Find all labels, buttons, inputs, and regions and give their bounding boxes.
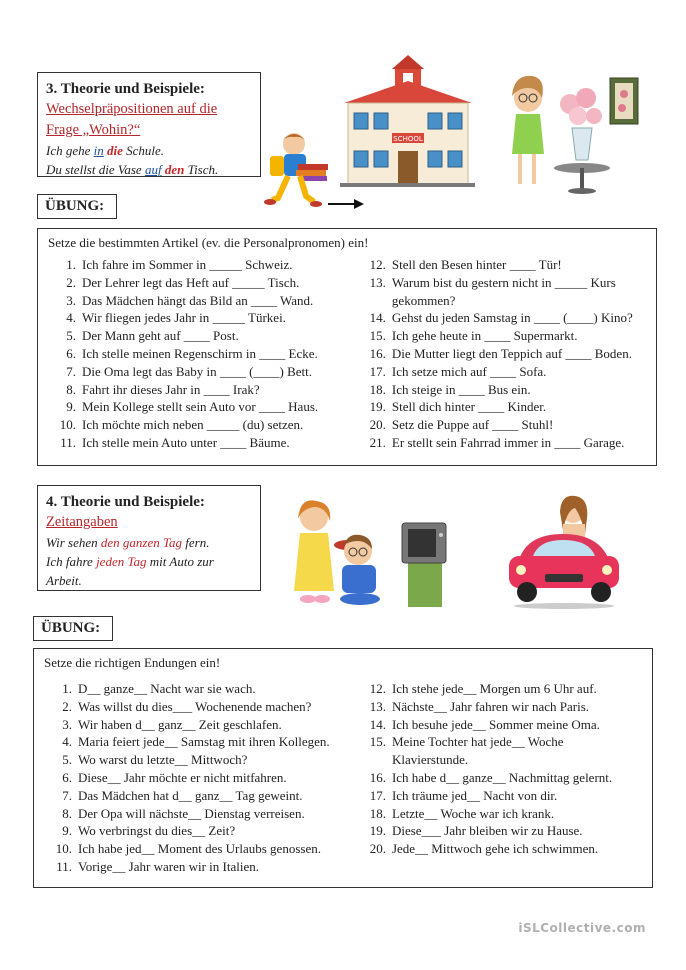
boy-shirt — [342, 565, 376, 593]
school-door — [398, 151, 418, 185]
item-text: Wir haben d__ ganz__ Zeit geschlafen. — [78, 716, 282, 732]
theory-box-4 — [37, 485, 261, 591]
exercise-item — [48, 416, 358, 434]
exercise-item — [358, 327, 646, 345]
item-text: Der Mann geht auf ____ Post. — [82, 328, 239, 344]
girl-dress — [294, 533, 334, 591]
tv-stand — [408, 563, 442, 607]
theory-4-example-2: Ich fahre jeden Tag mit Auto zur Arbeit. — [46, 554, 214, 588]
exercise-item — [358, 769, 642, 787]
item-number: 1. — [62, 681, 72, 696]
item-text: Meine Tochter hat jede__ Woche Klavierstunde. — [391, 734, 564, 768]
item-number: 20. — [369, 417, 386, 433]
item-number: 8. — [66, 381, 76, 397]
item-text: Wo verbringst du dies__ Zeit? — [78, 823, 236, 839]
item-text: Ich steige in ____ Bus ein. — [391, 381, 531, 397]
exercise-item — [358, 716, 642, 734]
item-number: 12. — [369, 257, 386, 272]
item-number: 8. — [62, 805, 72, 821]
exercise-item — [44, 680, 358, 698]
exercise-item — [358, 805, 642, 823]
item-number: 18. — [369, 381, 386, 397]
car-wheel — [517, 582, 537, 602]
exercise-item — [48, 398, 358, 416]
exercise-item — [44, 805, 358, 823]
item-number: 21. — [369, 434, 386, 450]
exercise-item — [358, 309, 646, 327]
exercise-item — [358, 680, 642, 698]
item-number: 15. — [369, 734, 386, 750]
item-text: D__ ganze__ Nacht war sie wach. — [78, 681, 256, 696]
item-text: Setz die Puppe auf ____ Stuhl! — [391, 417, 554, 433]
exercise-item — [44, 787, 358, 805]
item-text: Ich habe d__ ganze__ Nachmittag gelernt. — [391, 769, 613, 785]
theory-box-3 — [37, 72, 261, 177]
exercise-item — [358, 787, 642, 805]
item-text: Ich gehe heute in ____ Supermarkt. — [391, 328, 578, 344]
item-number: 3. — [62, 716, 72, 732]
item-number: 6. — [66, 345, 76, 361]
exercise-1-left-column — [48, 256, 358, 452]
theory-3-example-2: Du stellst die Vase auf den Tisch. — [46, 162, 219, 177]
books — [298, 164, 328, 170]
exercise-item — [358, 256, 646, 274]
theory-4-subtitle: Zeitangaben — [46, 514, 118, 530]
vase — [572, 128, 592, 160]
item-text: Der Opa will nächste__ Dienstag verreisen. — [78, 805, 305, 821]
exercise-item — [358, 698, 642, 716]
item-text: Die Oma legt das Baby in ____ (____) Bett. — [82, 363, 312, 379]
item-number: 6. — [62, 769, 72, 785]
school-illustration — [340, 55, 475, 190]
exercise-1-instruction: Setze die bestimmten Artikel (ev. die Personalpronomen) ein! — [48, 235, 369, 250]
exercise-item — [358, 822, 642, 840]
theory-3-example-1: Ich gehe in die Schule. — [46, 143, 165, 158]
item-text: Ich stelle meinen Regenschirm in ____ Ecke. — [82, 345, 318, 361]
item-text: Ich setze mich auf ____ Sofa. — [391, 363, 547, 379]
item-number: 15. — [369, 328, 386, 344]
item-number: 7. — [66, 363, 76, 379]
item-number: 12. — [369, 681, 386, 696]
exercise-box-2 — [33, 648, 653, 888]
item-number: 2. — [62, 698, 72, 714]
item-text: Vorige__ Jahr waren wir in Italien. — [78, 858, 259, 874]
exercise-2-left-column — [44, 680, 358, 876]
item-number: 1. — [66, 257, 76, 272]
item-number: 9. — [62, 823, 72, 839]
school-sign: SCHOOL — [393, 135, 423, 143]
exercise-item — [44, 858, 358, 876]
item-text: Ich möchte mich neben _____ (du) setzen. — [82, 417, 304, 433]
backpack — [270, 156, 284, 176]
item-number: 10. — [59, 417, 76, 433]
item-text: Gehst du jeden Samstag in ____ (____) Kino? — [391, 310, 633, 326]
item-text: Jede__ Mittwoch gehe ich schwimmen. — [391, 841, 599, 857]
item-text: Ich habe jed__ Moment des Urlaubs genossen. — [78, 841, 321, 857]
item-text: Nächste__ Jahr fahren wir nach Paris. — [391, 698, 590, 714]
item-number: 3. — [66, 292, 76, 308]
exercise-item — [358, 398, 646, 416]
item-text: Mein Kollege stellt sein Auto vor ____ Haus. — [82, 399, 319, 415]
item-text: Letzte__ Woche war ich krank. — [391, 805, 555, 821]
school-tower-roof — [392, 55, 424, 69]
item-number: 4. — [62, 734, 72, 750]
exercise-item — [358, 345, 646, 363]
boy-with-books-illustration — [262, 128, 332, 213]
item-text: Er stellt sein Fahrrad immer in ____ Garage. — [391, 434, 625, 450]
item-text: Wo warst du letzte__ Mittwoch? — [78, 752, 248, 768]
item-text: Diese___ Jahr bleiben wir zu Hause. — [391, 823, 583, 839]
theory-4-heading: 4. Theorie und Beispiele: — [46, 494, 205, 510]
item-number: 19. — [369, 399, 386, 415]
item-number: 14. — [369, 310, 386, 326]
item-text: Stell dich hinter ____ Kinder. — [391, 399, 547, 415]
exercise-item — [48, 434, 358, 452]
exercise-1-right-column — [358, 256, 646, 452]
item-text: Das Mädchen hat d__ ganz__ Tag geweint. — [78, 787, 303, 803]
watermark: iSLCollective.com — [518, 921, 646, 935]
exercise-2-instruction: Setze die richtigen Endungen ein! — [44, 655, 221, 670]
item-text: Der Lehrer legt das Heft auf _____ Tisch. — [82, 274, 300, 290]
item-number: 7. — [62, 787, 72, 803]
exercise-item — [44, 822, 358, 840]
item-text: Das Mädchen hängt das Bild an ____ Wand. — [82, 292, 314, 308]
exercise-item — [48, 345, 358, 363]
item-number: 5. — [62, 752, 72, 768]
item-number: 20. — [369, 841, 386, 857]
exercise-item — [358, 274, 646, 310]
exercise-item — [358, 434, 646, 452]
exercise-item — [48, 327, 358, 345]
item-text: Diese__ Jahr möchte er nicht mitfahren. — [78, 769, 287, 785]
exercise-item — [358, 416, 646, 434]
exercise-item — [44, 733, 358, 751]
item-number: 11. — [56, 858, 72, 874]
school-roof — [344, 81, 472, 103]
item-text: Fahrt ihr dieses Jahr in ____ Irak? — [82, 381, 260, 397]
exercise-item — [48, 309, 358, 327]
item-number: 2. — [66, 274, 76, 290]
item-number: 11. — [60, 434, 76, 450]
exercise-item — [48, 274, 358, 292]
item-number: 5. — [66, 328, 76, 344]
item-text: Ich besuhe jede__ Sommer meine Oma. — [391, 716, 600, 732]
item-number: 16. — [369, 345, 386, 361]
uebung-2-label: ÜBUNG: — [33, 616, 113, 641]
exercise-item — [358, 733, 642, 769]
item-text: Was willst du dies___ Wochenende machen? — [78, 698, 312, 714]
uebung-1-label: ÜBUNG: — [37, 194, 117, 219]
item-number: 13. — [369, 698, 386, 714]
exercise-item — [48, 292, 358, 310]
exercise-item — [358, 840, 642, 858]
item-number: 18. — [369, 805, 386, 821]
item-text: Wir fliegen jedes Jahr in _____ Türkei. — [82, 310, 286, 326]
woman-with-vase-illustration — [502, 68, 642, 196]
theory-4-example-1: Wir sehen den ganzen Tag fern. — [46, 535, 210, 550]
exercise-2-right-column — [358, 680, 642, 876]
exercise-item — [44, 769, 358, 787]
arrow-icon — [328, 197, 364, 211]
item-text: Ich träume jed__ Nacht von dir. — [391, 787, 558, 803]
item-number: 19. — [369, 823, 386, 839]
item-number: 9. — [66, 399, 76, 415]
item-number: 16. — [369, 769, 386, 785]
item-number: 13. — [369, 274, 386, 290]
item-number: 4. — [66, 310, 76, 326]
woman-driving-car-illustration — [505, 490, 623, 612]
exercise-item — [48, 363, 358, 381]
item-number: 17. — [369, 787, 386, 803]
exercise-item — [358, 381, 646, 399]
item-number: 17. — [369, 363, 386, 379]
exercise-item — [44, 716, 358, 734]
item-number: 14. — [369, 716, 386, 732]
exercise-item — [44, 751, 358, 769]
item-text: Maria feiert jede__ Samstag mit ihren Kollegen. — [78, 734, 330, 750]
item-text: Warum bist du gestern nicht in _____ Kurs gekommen? — [391, 274, 616, 308]
item-number: 10. — [55, 841, 72, 857]
item-text: Ich stehe jede__ Morgen um 6 Uhr auf. — [391, 681, 597, 696]
item-text: Ich stelle mein Auto unter ____ Bäume. — [82, 434, 290, 450]
exercise-item — [358, 363, 646, 381]
item-text: Die Mutter liegt den Teppich auf ____ Boden. — [391, 345, 632, 361]
exercise-item — [44, 698, 358, 716]
exercise-item — [48, 381, 358, 399]
kids-watching-tv-illustration — [290, 495, 455, 610]
theory-3-heading: 3. Theorie und Beispiele: — [46, 81, 205, 97]
exercise-item — [48, 256, 358, 274]
woman-dress — [512, 114, 544, 154]
item-text: Ich fahre im Sommer in _____ Schweiz. — [82, 257, 293, 272]
exercise-box-1 — [37, 228, 657, 466]
item-text: Stell den Besen hinter ____ Tür! — [391, 257, 562, 272]
exercise-item — [44, 840, 358, 858]
theory-3-subtitle: Wechselpräpositionen auf die Frage „Wohin?“ — [46, 101, 218, 138]
